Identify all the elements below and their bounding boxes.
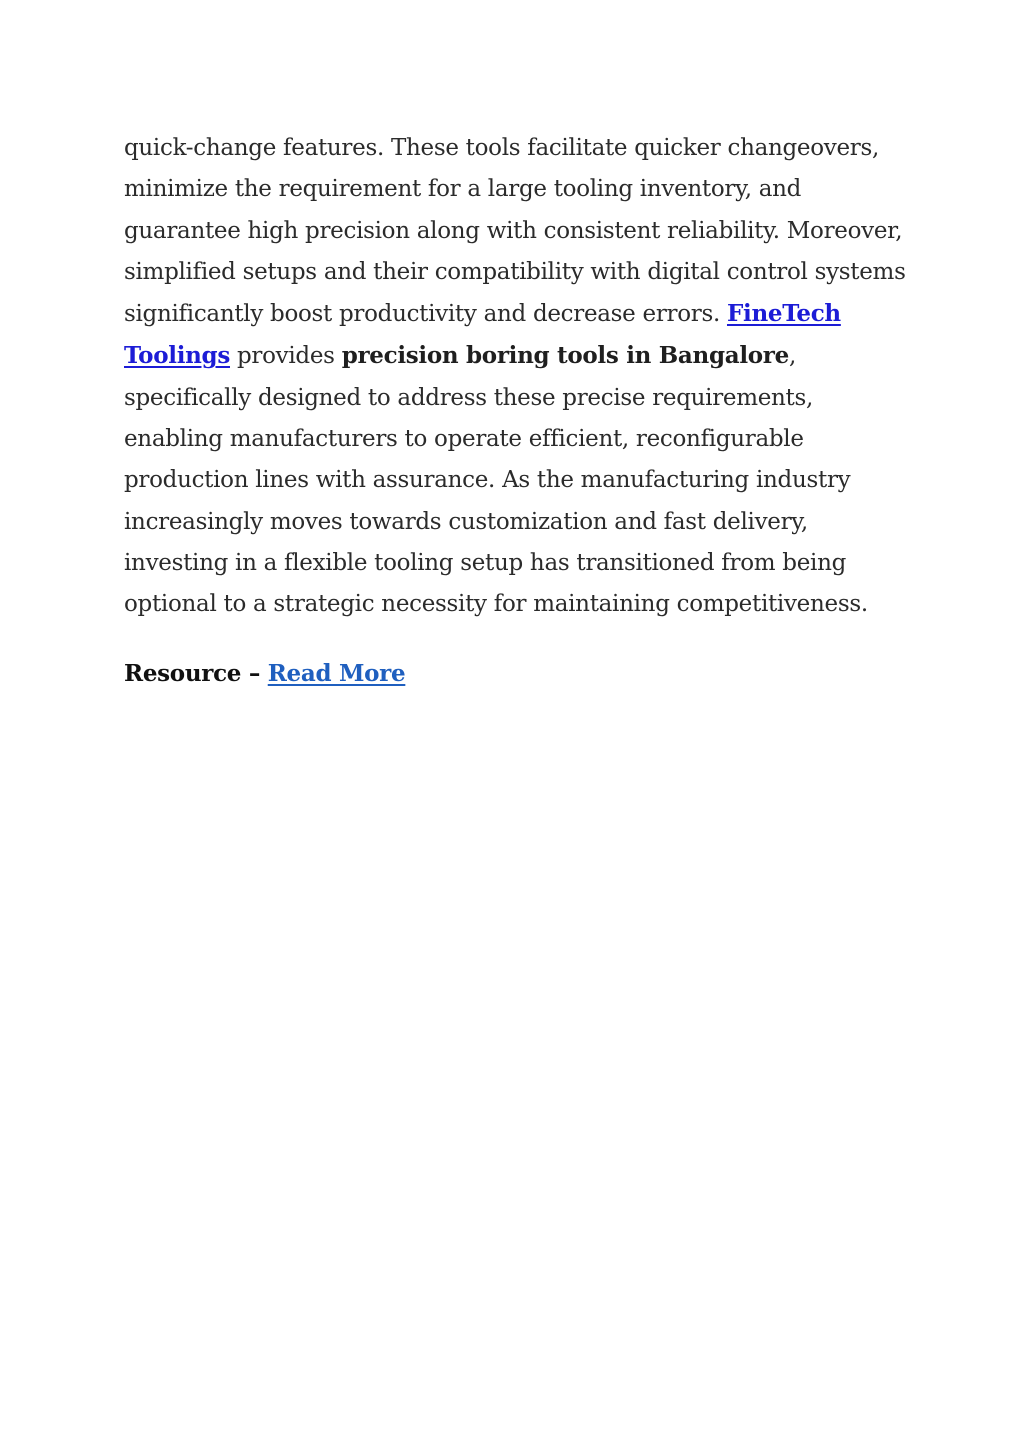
paragraph-text-intro: quick-change features. These tools facilitate quicker changeovers, minimize the requirement for a large tooling inventory, and guarantee high precision along with consistent reliability. Moreover, simplified setups and their compatibility with digital control systems significantly boost productivity and decrease errors. <box>124 135 906 328</box>
body-paragraph <box>124 128 914 626</box>
paragraph-text-provides: provides <box>230 343 342 370</box>
resource-line <box>124 653 914 695</box>
read-more-link[interactable]: Read More <box>267 659 406 687</box>
paragraph-text-rest: , specifically designed to address these precise requirements, enabling manufacturers to operate efficient, reconfigurable production lines with assurance. As the manufacturing industry increasingly moves towards customization and fast delivery, investing in a flexible tooling setup has transitioned from being optional to a strategic necessity for maintaining competitiveness. <box>124 343 868 618</box>
finetech-toolings-link[interactable]: FineTech Toolings <box>124 300 841 370</box>
paragraph-bold-phrase: precision boring tools in Bangalore <box>341 342 789 370</box>
document-content <box>124 128 914 695</box>
resource-label: Resource – <box>124 659 268 687</box>
